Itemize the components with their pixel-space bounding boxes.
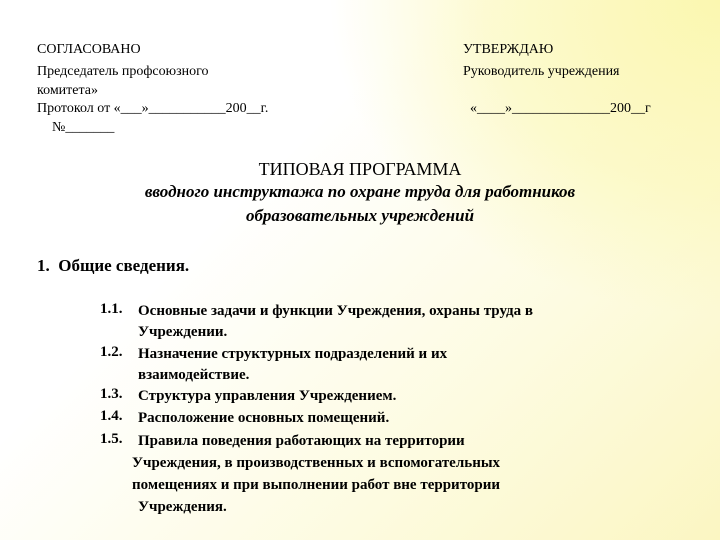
item-text-line: Учреждения, в производственных и вспомогательных [132,455,501,471]
approval-date-line: «____»______________200__г [470,101,651,116]
item-text-line: Структура управления Учреждением. [138,388,397,404]
item-text-line: Учреждения. [138,499,227,515]
item-text-line: Правила поведения работающих на территории [138,433,465,449]
item-text-line: Назначение структурных подразделений и их [138,346,448,362]
item-text-line: Расположение основных помещений. [138,410,390,426]
document-title: ТИПОВАЯ ПРОГРАММА [258,159,462,179]
document-subtitle-line2: образовательных учреждений [245,206,475,225]
item-number: 1.1. [100,301,123,317]
chairman-position-line1: Председатель профсоюзного [37,64,209,79]
chairman-position-line2: комитета» [37,83,99,98]
section-heading: 1. Общие сведения. [37,256,190,275]
item-number: 1.4. [100,408,123,424]
protocol-number: №_______ [52,120,115,135]
item-number: 1.3. [100,386,123,402]
item-text-line: Основные задачи и функции Учреждения, охраны труда в [138,303,533,319]
item-text-line: взаимодействие. [138,367,250,383]
item-number: 1.2. [100,344,123,360]
item-text-line: Учреждении. [138,324,228,340]
item-number: 1.5. [100,431,123,447]
director-position: Руководитель учреждения [463,64,620,79]
item-text-line: помещениях и при выполнении работ вне территории [132,477,500,493]
approve-label: УТВЕРЖДАЮ [463,42,554,57]
agreed-label: СОГЛАСОВАНО [37,42,141,57]
document-subtitle-line1: вводного инструктажа по охране труда для работников [144,182,576,201]
protocol-line: Протокол от «___»___________200__г. [37,101,269,116]
